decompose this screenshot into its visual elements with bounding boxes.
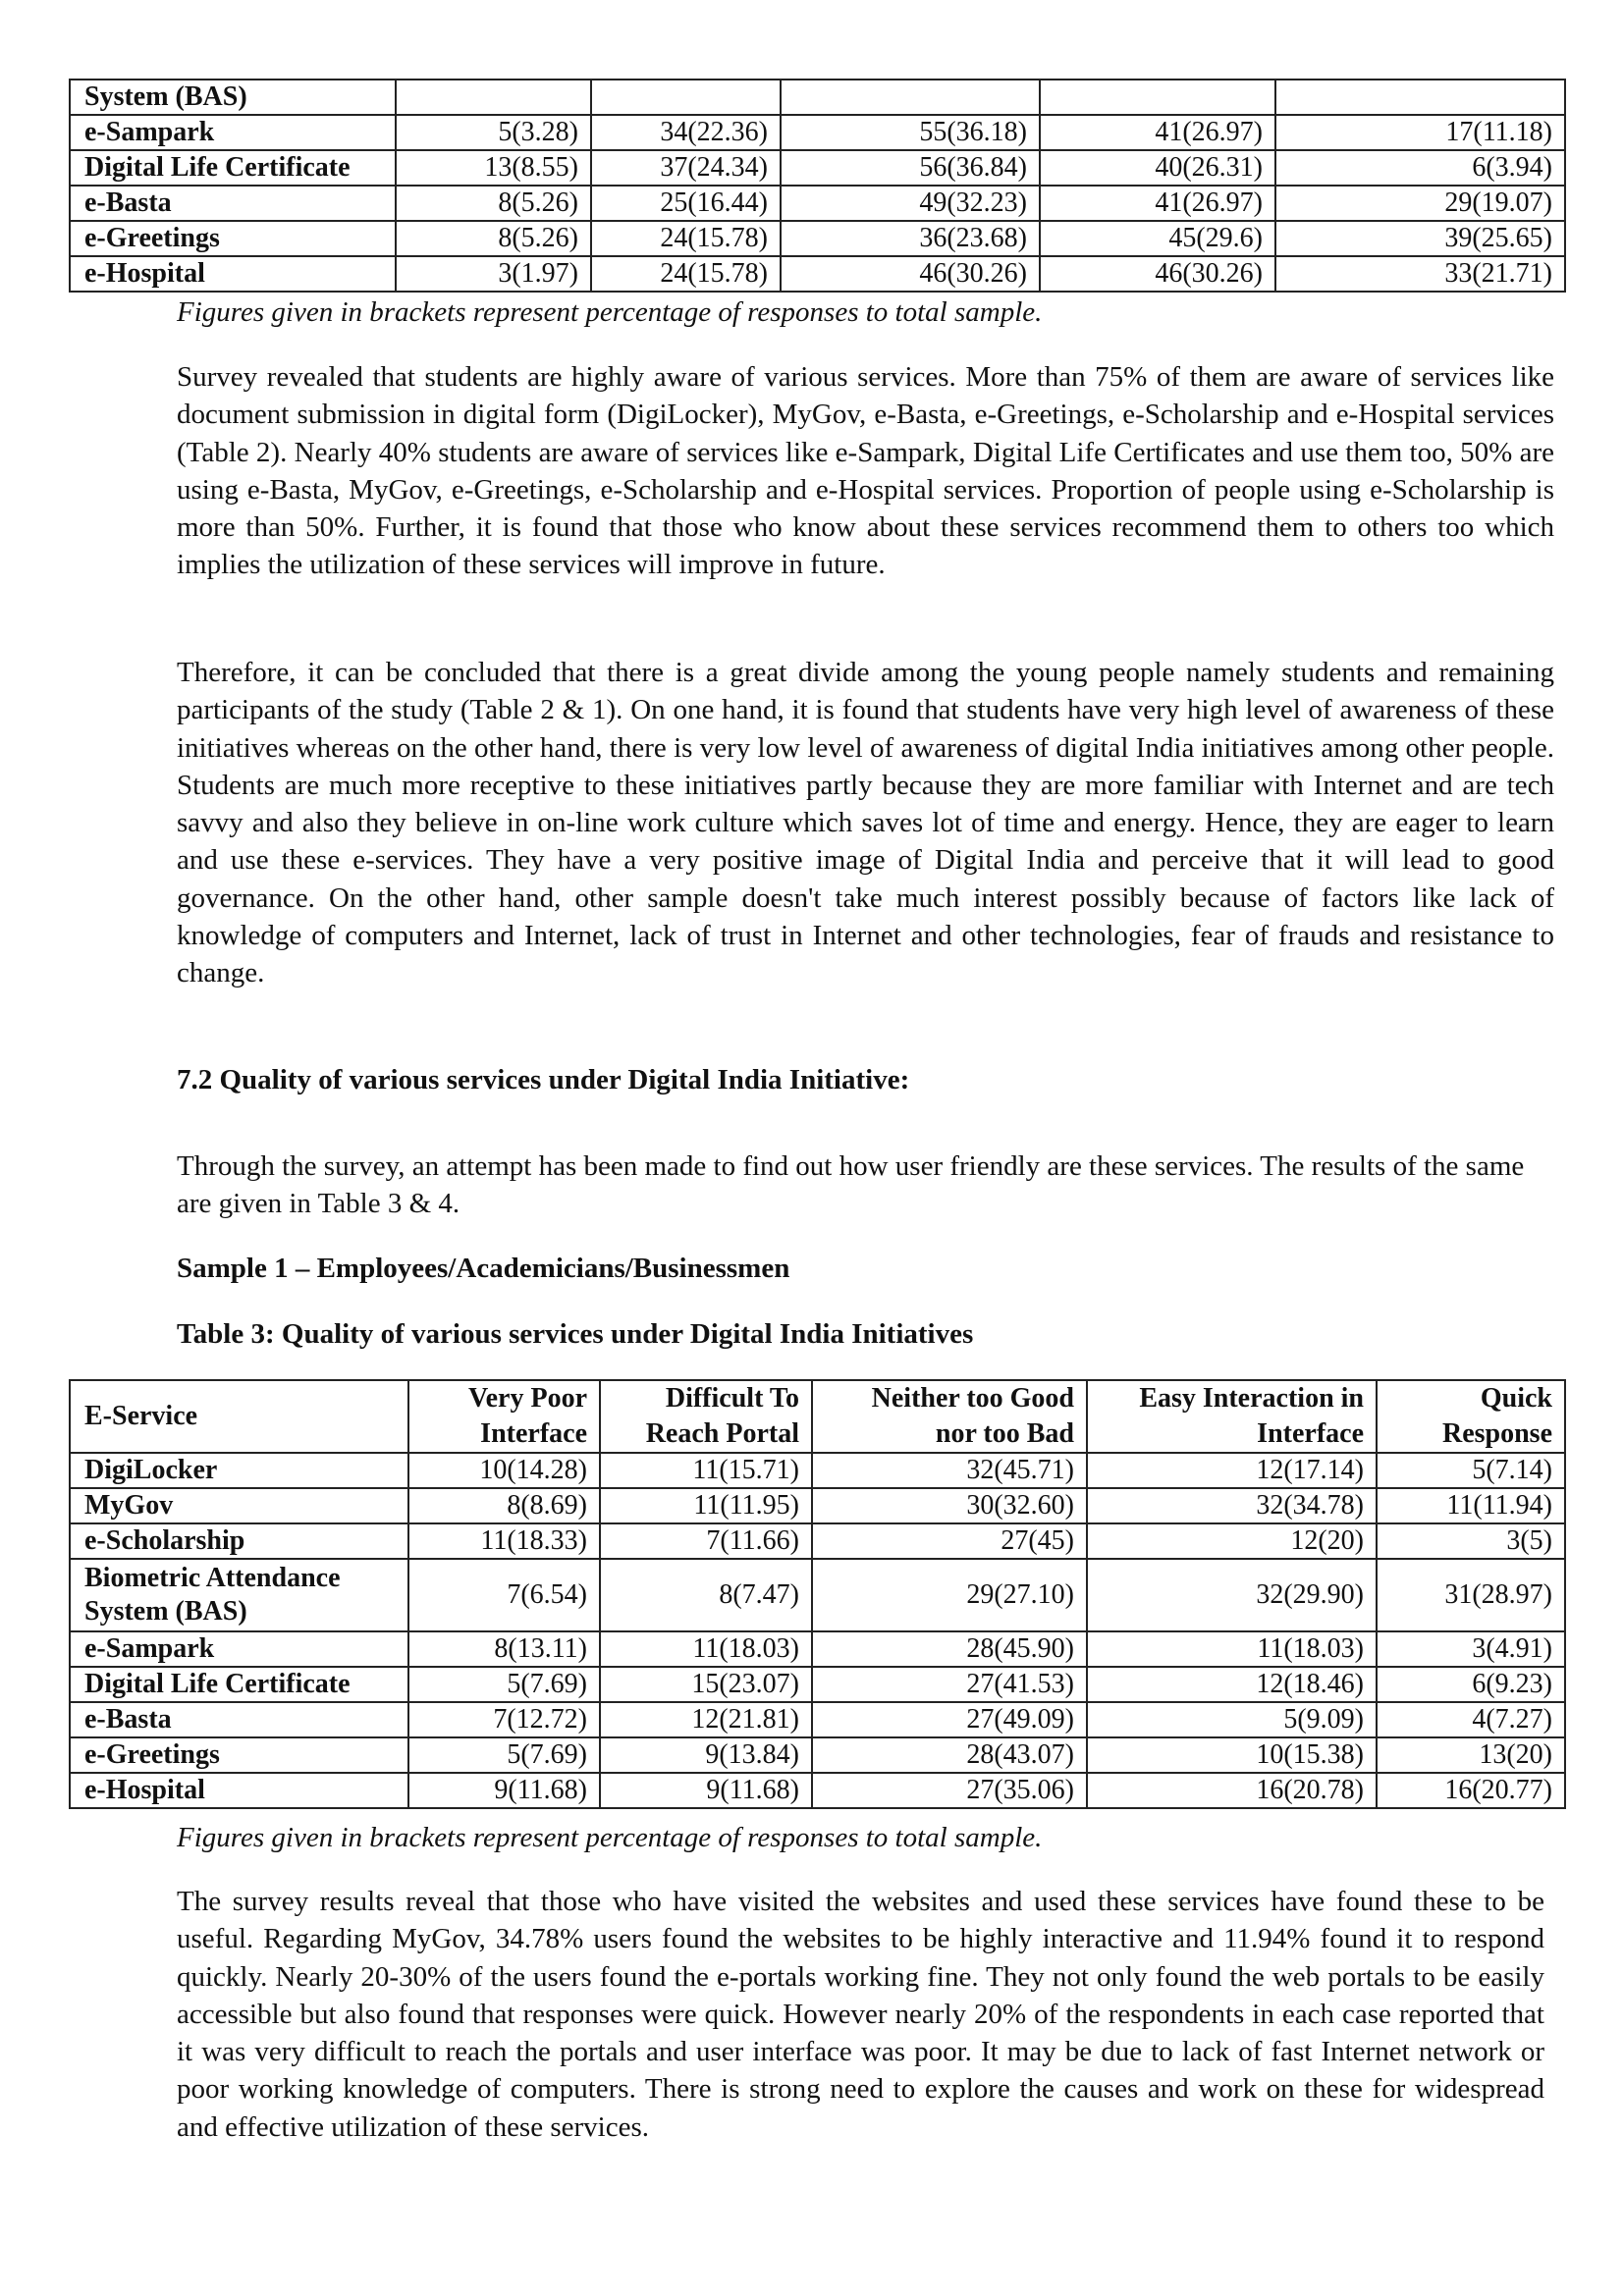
- table-3-caption: Table 3: Quality of various services under Digital India Initiatives: [177, 1318, 974, 1350]
- cell: 16(20.78): [1087, 1773, 1377, 1808]
- cell: 4(7.27): [1377, 1702, 1565, 1737]
- column-header-very-poor-interface: Very Poor Interface: [408, 1380, 600, 1453]
- cell: 10(15.38): [1087, 1737, 1377, 1773]
- cell: 5(3.28): [396, 115, 591, 150]
- section-heading-7-2: 7.2 Quality of various services under Digital India Initiative:: [177, 1064, 910, 1095]
- cell: 11(11.94): [1377, 1488, 1565, 1523]
- cell: 30(32.60): [812, 1488, 1087, 1523]
- column-header-quick-response: Quick Response: [1377, 1380, 1565, 1453]
- service-name: MyGov: [70, 1488, 408, 1523]
- cell: 12(21.81): [600, 1702, 812, 1737]
- cell: 46(30.26): [1040, 256, 1275, 292]
- cell: 12(20): [1087, 1523, 1377, 1559]
- cell: 5(7.69): [408, 1737, 600, 1773]
- cell: 10(14.28): [408, 1453, 600, 1488]
- paragraph-survey-intro: Through the survey, an attempt has been made to find out how user friendly are these services. The results of the same are given in Table 3 & 4.: [177, 1150, 1525, 1220]
- cell: 40(26.31): [1040, 150, 1275, 186]
- cell: 39(25.65): [1275, 221, 1565, 256]
- cell: 27(49.09): [812, 1702, 1087, 1737]
- cell: 56(36.84): [781, 150, 1040, 186]
- cell: 3(4.91): [1377, 1631, 1565, 1667]
- cell: 24(15.78): [591, 256, 781, 292]
- table-row: [70, 1631, 1565, 1667]
- cell: 45(29.6): [1040, 221, 1275, 256]
- table-row: [70, 1488, 1565, 1523]
- service-name: e-Hospital: [70, 1773, 408, 1808]
- cell: 28(43.07): [812, 1737, 1087, 1773]
- cell: 46(30.26): [781, 256, 1040, 292]
- column-header-neither-good-nor-bad: Neither too Good nor too Bad: [812, 1380, 1087, 1453]
- cell: 16(20.77): [1377, 1773, 1565, 1808]
- cell: 11(11.95): [600, 1488, 812, 1523]
- cell: 13(20): [1377, 1737, 1565, 1773]
- cell: 5(9.09): [1087, 1702, 1377, 1737]
- cell: 11(18.03): [1087, 1631, 1377, 1667]
- service-name: e-Greetings: [70, 221, 396, 256]
- cell: 28(45.90): [812, 1631, 1087, 1667]
- table-row: [70, 1453, 1565, 1488]
- cell: 5(7.69): [408, 1667, 600, 1702]
- cell: 11(18.33): [408, 1523, 600, 1559]
- service-name: DigiLocker: [70, 1453, 408, 1488]
- table-row: [70, 221, 1565, 256]
- table-header-row: [70, 1380, 1565, 1453]
- table-row: [70, 1773, 1565, 1808]
- service-name: Digital Life Certificate: [70, 150, 396, 186]
- cell: 9(11.68): [600, 1773, 812, 1808]
- cell: 17(11.18): [1275, 115, 1565, 150]
- cell: [396, 80, 591, 115]
- table-2-continued: [69, 79, 1566, 293]
- cell: 27(35.06): [812, 1773, 1087, 1808]
- table-row: [70, 150, 1565, 186]
- service-name: e-Scholarship: [70, 1523, 408, 1559]
- cell: 36(23.68): [781, 221, 1040, 256]
- table-2-footnote: Figures given in brackets represent percentage of responses to total sample.: [177, 296, 1043, 328]
- cell: 8(13.11): [408, 1631, 600, 1667]
- cell: [1040, 80, 1275, 115]
- service-name: Digital Life Certificate: [70, 1667, 408, 1702]
- cell: 8(5.26): [396, 221, 591, 256]
- cell: 31(28.97): [1377, 1559, 1565, 1631]
- cell: 13(8.55): [396, 150, 591, 186]
- cell: [591, 80, 781, 115]
- cell: 33(21.71): [1275, 256, 1565, 292]
- table-row: [70, 80, 1565, 115]
- cell: 34(22.36): [591, 115, 781, 150]
- cell: 5(7.14): [1377, 1453, 1565, 1488]
- cell: 24(15.78): [591, 221, 781, 256]
- cell: 9(11.68): [408, 1773, 600, 1808]
- cell: 8(5.26): [396, 186, 591, 221]
- cell: 41(26.97): [1040, 186, 1275, 221]
- service-name: e-Basta: [70, 1702, 408, 1737]
- paragraph-student-awareness: Survey revealed that students are highly aware of various services. More than 75% of them are aware of services like document submission in digital form (DigiLocker), MyGov, e-Basta, e-Greetings, e-Scholarship and e-Hospital services (Table 2). Nearly 40% students are aware of services like e-Sampark, Digital Life Certificates and use them too, 50% are using e-Basta, MyGov, e-Greetings, e-Scholarship and e-Hospital services. Proportion of people using e-Scholarship is more than 50%. Further, it is found that those who know about these services recommend them to others too which implies the utilization of these services will improve in future.: [177, 361, 1554, 581]
- cell: 27(45): [812, 1523, 1087, 1559]
- cell: 32(45.71): [812, 1453, 1087, 1488]
- table-row: [70, 115, 1565, 150]
- service-name: e-Greetings: [70, 1737, 408, 1773]
- cell: [781, 80, 1040, 115]
- cell: 41(26.97): [1040, 115, 1275, 150]
- cell: 25(16.44): [591, 186, 781, 221]
- cell: 7(6.54): [408, 1559, 600, 1631]
- cell: 6(3.94): [1275, 150, 1565, 186]
- service-name: System (BAS): [70, 80, 396, 115]
- paragraph-survey-results: The survey results reveal that those who have visited the websites and used these services have found these to be useful. Regarding MyGov, 34.78% users found the websites to be highly interactive and 11.94% found it to respond quickly. Nearly 20-30% of the users found the e-portals working fine. They not only found the web portals to be easily accessible but also found that responses were quick. However nearly 20% of the respondents in each case reported that it was very difficult to reach the portals and user interface was poor. It may be due to lack of fast Internet network or poor working knowledge of computers. There is strong need to explore the causes and work on these for widespread and effective utilization of these services.: [177, 1886, 1544, 2143]
- cell: 3(5): [1377, 1523, 1565, 1559]
- service-name: Biometric Attendance System (BAS): [70, 1559, 408, 1631]
- cell: 11(18.03): [600, 1631, 812, 1667]
- paragraph-conclusion-divide: Therefore, it can be concluded that there is a great divide among the young people namely students and remaining participants of the study (Table 2 & 1). On one hand, it is found that students have very high level of awareness of these initiatives whereas on the other hand, there is very low level of awareness of digital India initiatives among other people. Students are much more receptive to these initiatives partly because they are more familiar with Internet and are tech savvy and also they believe in on-line work culture which saves lot of time and energy. Hence, they are eager to learn and use these e-services. They have a very positive image of Digital India and perceive that it will lead to good governance. On the other hand, other sample doesn't take much interest possibly because of factors like lack of knowledge of computers and Internet, lack of trust in Internet and other technologies, fear of frauds and resistance to change.: [177, 657, 1554, 989]
- cell: 29(19.07): [1275, 186, 1565, 221]
- cell: 12(18.46): [1087, 1667, 1377, 1702]
- table-row: [70, 1737, 1565, 1773]
- cell: 32(34.78): [1087, 1488, 1377, 1523]
- service-name: e-Sampark: [70, 1631, 408, 1667]
- column-header-difficult-to-reach: Difficult To Reach Portal: [600, 1380, 812, 1453]
- cell: 6(9.23): [1377, 1667, 1565, 1702]
- cell: 32(29.90): [1087, 1559, 1377, 1631]
- table-row: [70, 1667, 1565, 1702]
- cell: 8(8.69): [408, 1488, 600, 1523]
- service-name: e-Basta: [70, 186, 396, 221]
- cell: 12(17.14): [1087, 1453, 1377, 1488]
- cell: 55(36.18): [781, 115, 1040, 150]
- column-header-e-service: E-Service: [70, 1380, 408, 1453]
- cell: [1275, 80, 1565, 115]
- table-row: [70, 1702, 1565, 1737]
- cell: 29(27.10): [812, 1559, 1087, 1631]
- cell: 15(23.07): [600, 1667, 812, 1702]
- cell: 11(15.71): [600, 1453, 812, 1488]
- cell: 37(24.34): [591, 150, 781, 186]
- sample-heading: Sample 1 – Employees/Academicians/Businessmen: [177, 1253, 790, 1284]
- cell: 27(41.53): [812, 1667, 1087, 1702]
- table-row: [70, 1559, 1565, 1631]
- table-row: [70, 186, 1565, 221]
- table-3-footnote: Figures given in brackets represent percentage of responses to total sample.: [177, 1822, 1043, 1853]
- table-3-quality-of-services: [69, 1379, 1566, 1809]
- cell: 7(12.72): [408, 1702, 600, 1737]
- cell: 49(32.23): [781, 186, 1040, 221]
- service-name: e-Sampark: [70, 115, 396, 150]
- cell: 8(7.47): [600, 1559, 812, 1631]
- column-header-easy-interaction: Easy Interaction in Interface: [1087, 1380, 1377, 1453]
- service-name: e-Hospital: [70, 256, 396, 292]
- table-row: [70, 1523, 1565, 1559]
- cell: 3(1.97): [396, 256, 591, 292]
- cell: 7(11.66): [600, 1523, 812, 1559]
- table-row: [70, 256, 1565, 292]
- cell: 9(13.84): [600, 1737, 812, 1773]
